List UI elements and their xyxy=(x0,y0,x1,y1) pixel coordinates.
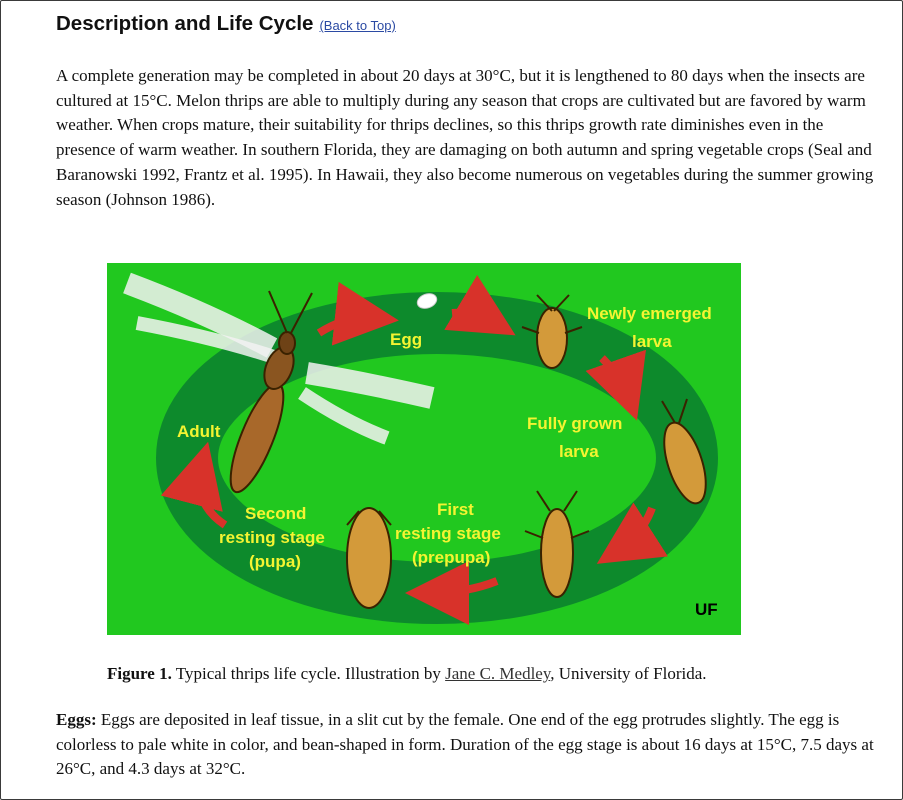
label-first: First xyxy=(437,500,474,519)
eggs-paragraph xyxy=(56,708,896,782)
section-heading xyxy=(56,12,396,36)
label-adult: Adult xyxy=(177,422,221,441)
section-title: Description and Life Cycle xyxy=(56,12,314,35)
eggs-label: Eggs: xyxy=(56,710,97,729)
back-to-top-link[interactable]: (Back to Top) xyxy=(319,18,396,33)
life-cycle-illustration xyxy=(107,263,741,635)
label-second: Second xyxy=(245,504,307,523)
label-egg: Egg xyxy=(390,330,423,349)
label-newly-emerged-larva: larva xyxy=(632,332,672,351)
label-newly-emerged: Newly emerged xyxy=(587,304,712,323)
illustrator-link[interactable]: Jane C. Medley xyxy=(445,664,551,683)
life-cycle-figure xyxy=(107,263,741,635)
pupa-icon xyxy=(347,508,391,608)
label-first-resting-stage: resting stage xyxy=(395,524,501,543)
label-uf-credit: UF xyxy=(695,600,718,619)
intro-paragraph: A complete generation may be completed in about 20 days at 30°C, but it is lengthened to 80 days when the insects are cultured at 15°C. Melon thrips are able to multiply during any season that crops are cultivated but are favored by warm weather. When crops mature, their suitability for thrips declines, so this thrips growth rate diminishes even in the presence of warm weather. In southern Florida, they are damaging on both autumn and spring vegetable crops (Seal and Baranowski 1992, Frantz et al. 1995). In Hawaii, they also become numerous on vegetables during the summer growing season (Johnson 1986). xyxy=(56,66,874,209)
caption-suffix: , University of Florida. xyxy=(550,664,707,683)
label-prepupa: (prepupa) xyxy=(412,548,491,567)
caption-text: Typical thrips life cycle. Illustration by xyxy=(171,664,446,683)
label-fully-grown: Fully grown xyxy=(527,414,623,433)
label-fully-grown-larva: larva xyxy=(559,442,599,461)
label-second-resting-stage: resting stage xyxy=(219,528,325,547)
figure-caption xyxy=(107,664,707,684)
eggs-text: Eggs are deposited in leaf tissue, in a slit cut by the female. One end of the egg protrudes slightly. The egg is colorless to pale white in color, and bean-shaped in form. Duration of the egg stage is about 16 days at 15°C, 7.5 days at 26°C, and 4.3 days at 32°C. xyxy=(56,710,874,778)
label-pupa: (pupa) xyxy=(249,552,301,571)
caption-figure-number: Figure 1. xyxy=(107,664,172,683)
